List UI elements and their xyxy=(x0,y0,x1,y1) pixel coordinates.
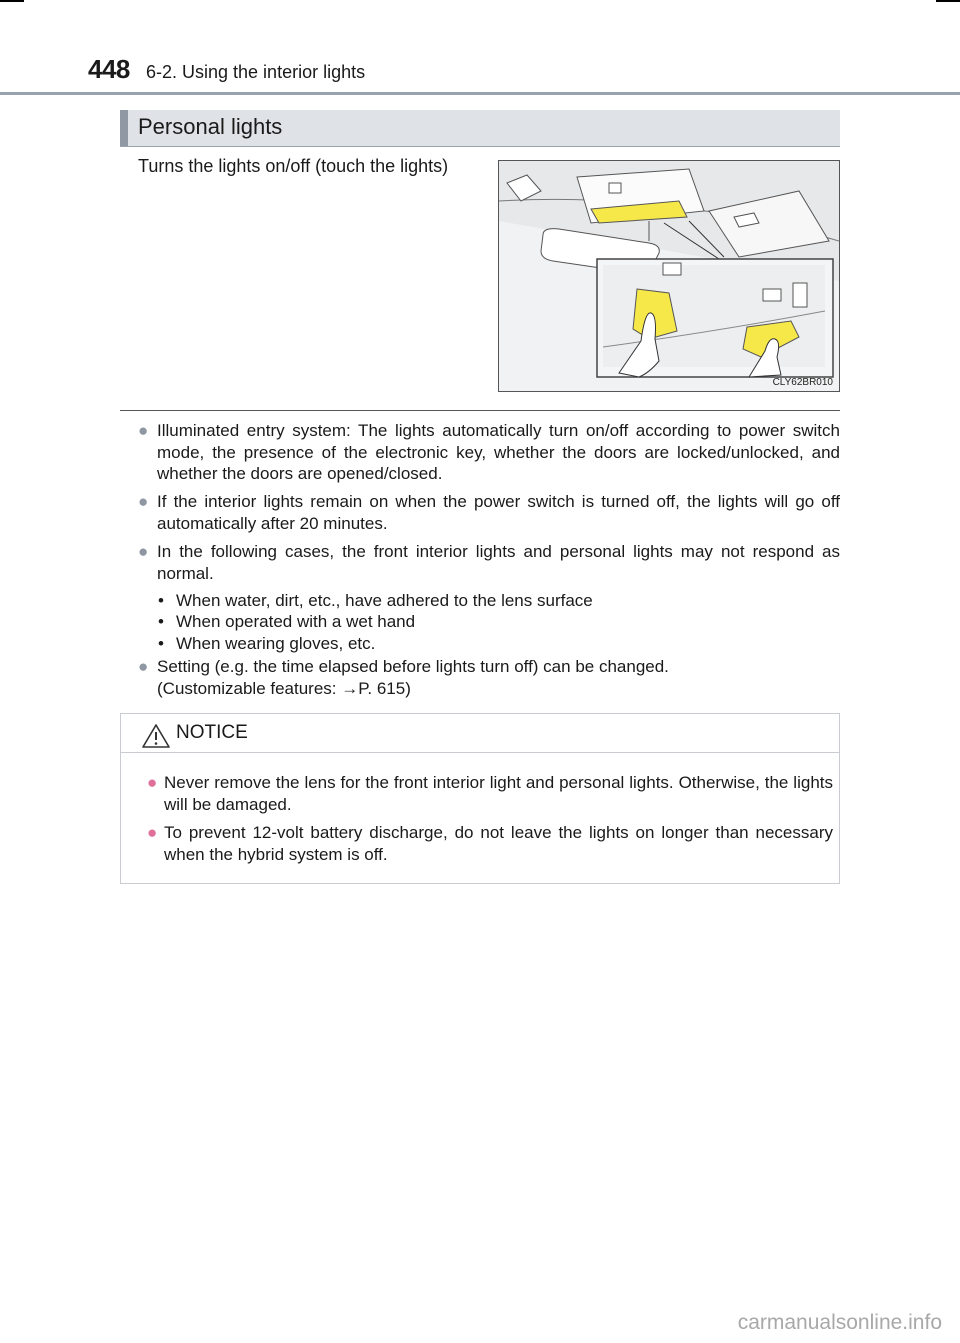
personal-lights-figure xyxy=(498,160,840,392)
customizable-reference[interactable]: (Customizable features: →P. 615) xyxy=(157,678,411,698)
notice-header xyxy=(121,714,839,753)
notice-text: To prevent 12-volt battery discharge, do not leave the lights on longer than necessary when the hybrid system is off. xyxy=(164,823,833,864)
heading-rule xyxy=(120,146,840,147)
section-title: 6-2. Using the interior lights xyxy=(146,62,366,82)
warning-icon xyxy=(141,723,171,749)
section-divider xyxy=(120,410,840,411)
bullet-icon: ● xyxy=(147,823,158,842)
header-rule xyxy=(0,92,960,95)
watermark: carmanualsonline.info xyxy=(737,1311,942,1334)
sub-item-text: When operated with a wet hand xyxy=(176,612,416,631)
notice-box xyxy=(120,713,840,884)
notice-item-battery xyxy=(147,822,833,865)
note-text: Illuminated entry system: The lights automatically turn on/off according to power switch mode, the presence of the electronic key, whether the doors are locked/unlocked, and whether the doors are opened/closed. xyxy=(157,421,840,483)
figure-code: CLY62BR010 xyxy=(772,377,833,388)
personal-lights-intro: Turns the lights on/off (touch the lights) xyxy=(138,156,449,176)
notice-title: NOTICE xyxy=(176,722,248,743)
overhead-console-illustration xyxy=(499,161,839,391)
notice-item-lens xyxy=(147,772,833,815)
note-illuminated-entry xyxy=(138,420,840,485)
bullet-icon: ● xyxy=(138,542,149,561)
note-text: If the interior lights remain on when the power switch is turned off, the lights will go off automatically after 20 minutes. xyxy=(157,492,840,533)
notice-text: Never remove the lens for the front interior light and personal lights. Otherwise, the lights will be damaged. xyxy=(164,773,833,814)
sub-item: • When wearing gloves, etc. xyxy=(158,634,376,653)
personal-lights-title: Personal lights xyxy=(138,114,283,139)
heading-accent-bar xyxy=(120,110,128,146)
note-setting xyxy=(138,656,840,699)
bullet-icon: ● xyxy=(147,773,158,792)
sub-item-text: When water, dirt, etc., have adhered to the lens surface xyxy=(176,591,593,610)
page-number: 448 xyxy=(88,54,130,84)
bullet-icon: ● xyxy=(138,492,149,511)
sub-item: • When water, dirt, etc., have adhered to the lens surface xyxy=(158,591,593,610)
note-text: Setting (e.g. the time elapsed before lights turn off) can be changed. xyxy=(157,657,669,676)
sub-item-text: When wearing gloves, etc. xyxy=(176,634,376,653)
bullet-icon: ● xyxy=(138,657,149,676)
note-may-not-respond xyxy=(138,541,840,584)
sub-item: • When operated with a wet hand xyxy=(158,612,416,631)
note-auto-off xyxy=(138,491,840,534)
note-text: In the following cases, the front interior lights and personal lights may not respond as normal. xyxy=(157,542,840,583)
page-header xyxy=(0,0,960,96)
bullet-icon: ● xyxy=(138,421,149,440)
personal-lights-heading xyxy=(120,110,840,146)
